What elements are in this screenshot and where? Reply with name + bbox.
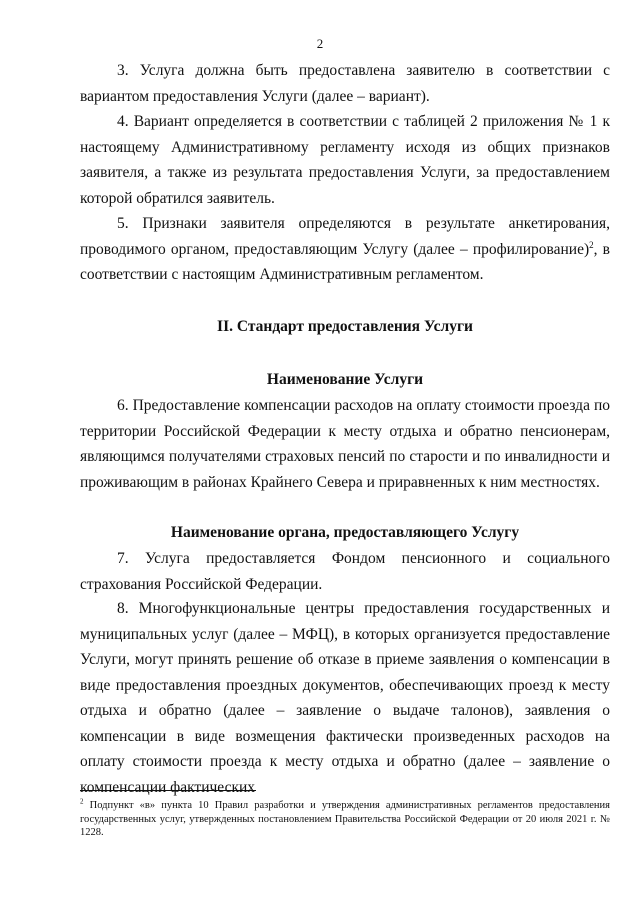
paragraph-6 <box>80 393 610 495</box>
paragraph-8 <box>80 596 610 800</box>
paragraph-6-text: 6. Предоставление компенсации расходов на оплату стоимости проезда по территории Российской Федерации к месту отдыха и обратно пенсионерам, являющимся получателями страховых пенсий по старости и по инвалидности и проживающим в районах Крайнего Севера и приравненных к ним местностях. <box>80 397 610 491</box>
subheading-authority-name <box>80 520 610 546</box>
paragraph-7 <box>80 546 610 597</box>
footnote-mark: 2 <box>80 797 84 806</box>
paragraph-5-text <box>80 211 610 288</box>
paragraph-5-end: , в соответствии с настоящим Административным регламентом. <box>80 240 610 283</box>
subheading-service-name-text: Наименование Услуги <box>266 371 424 388</box>
paragraph-4 <box>80 109 610 211</box>
paragraph-4-text: 4. Вариант определяется в соответствии с таблицей 2 приложения № 1 к настоящему Административному регламенту исходя из общих признаков заявителя, а также из результата предоставления Услуги, за предоставлением которой обратился заявитель. <box>80 113 610 207</box>
page-number: 2 <box>316 36 324 51</box>
paragraph-3 <box>80 58 610 109</box>
paragraph-5 <box>80 211 610 288</box>
paragraph-8-text: 8. Многофункциональные центры предоставления государственных и муниципальных услуг (далее – МФЦ), в которых организуется предоставление Услуги, могут принять решение об отказе в приеме заявления о компенсации в виде предоставления проездных документов, обеспечивающих проезд к месту отдыха и обратно (далее – заявление о выдаче талонов), заявления о компенсации в виде возмещения фактически произведенных расходов на оплату стоимости проезда к месту отдыха и обратно (далее – заявление о компенсации фактических <box>80 600 610 796</box>
subheading-service-name <box>80 367 610 393</box>
footnote-text: Подпункт «в» пункта 10 Правил разработки и утверждения административных регламентов предоставления государственных услуг, утвержденных постановлением Правительства Российской Федерации от 20 июля 2021 г. № 1228. <box>80 800 610 838</box>
paragraph-5-start: 5. Признаки заявителя определяются в результате анкетирования, проводимого органом, предоставляющим Услугу (далее – профилирование) <box>80 215 610 258</box>
paragraph-3-text: 3. Услуга должна быть предоставлена заявителю в соответствии с вариантом предоставления Услуги (далее – вариант). <box>80 62 610 105</box>
section-heading-text: II. Стандарт предоставления Услуги <box>217 318 473 335</box>
paragraph-7-text: 7. Услуга предоставляется Фондом пенсионного и социального страхования Российской Федерации. <box>80 550 610 593</box>
section-heading <box>80 314 610 340</box>
footnote-reference: 2 <box>589 239 594 250</box>
footnote <box>80 799 610 840</box>
subheading-authority-name-text: Наименование органа, предоставляющего Услугу <box>170 524 520 541</box>
footnote-divider <box>80 790 256 791</box>
